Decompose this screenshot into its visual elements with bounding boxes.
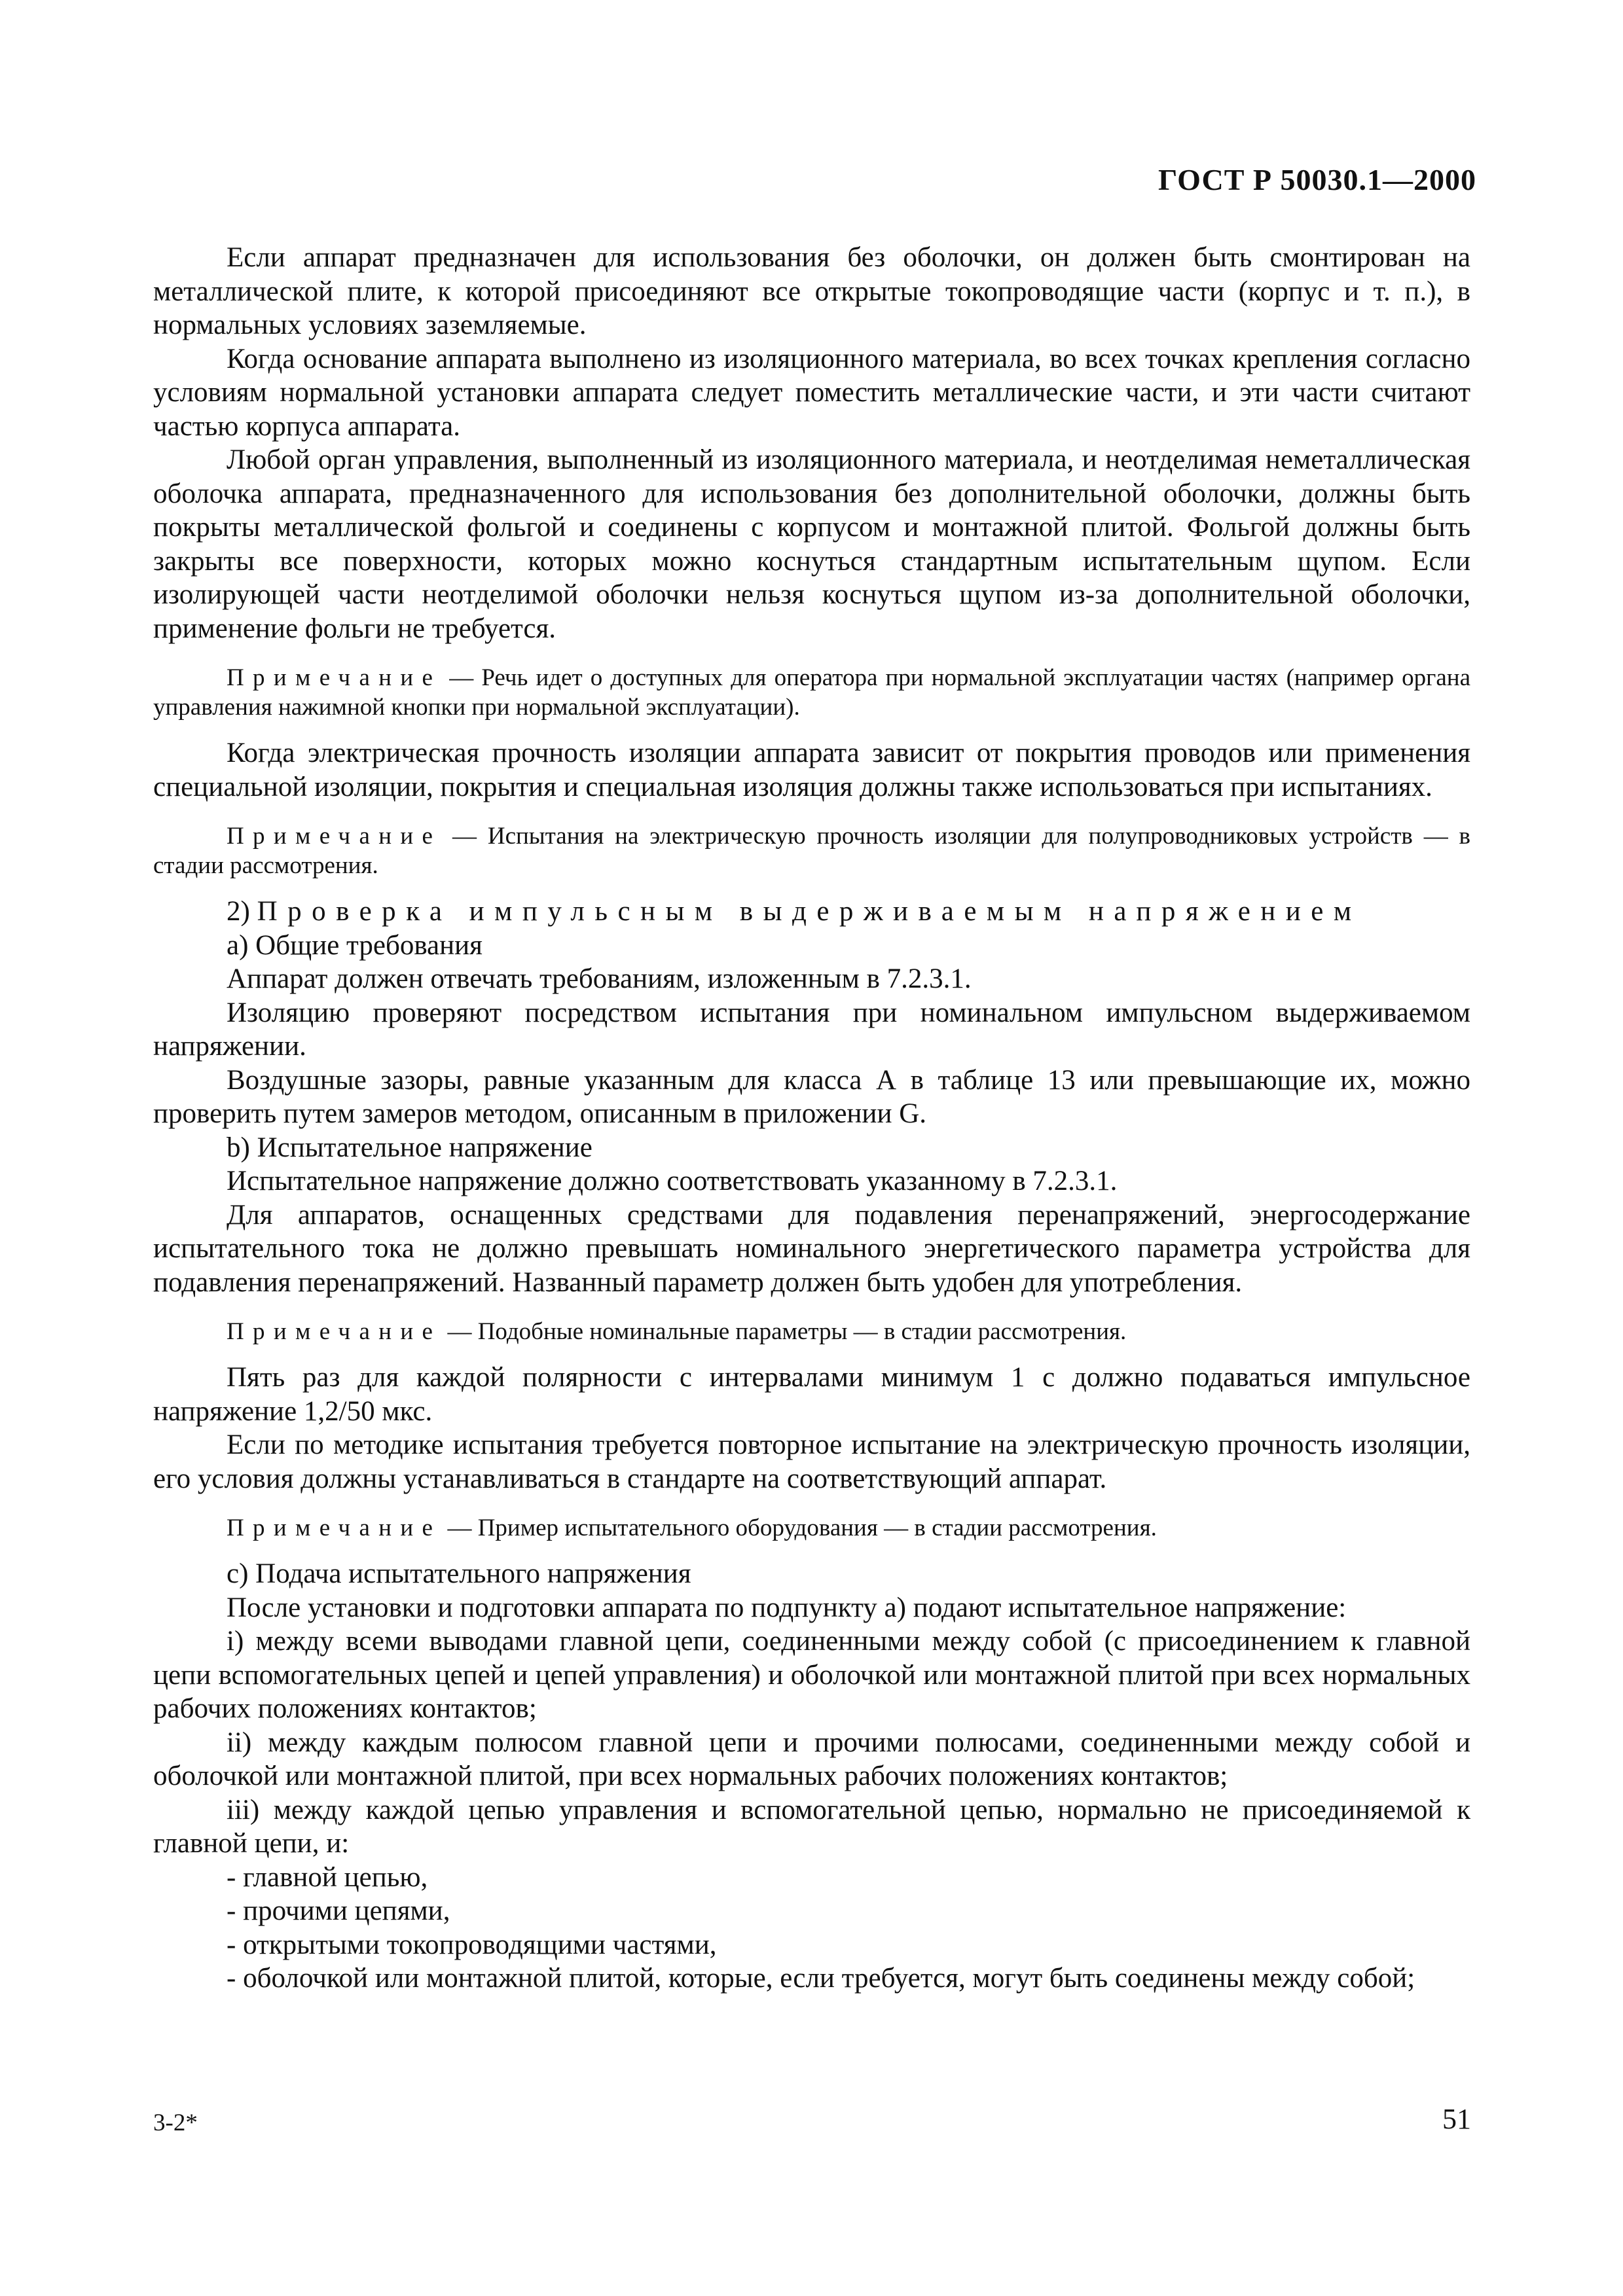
note-text: — Речь идет о доступных для оператора при нормальной эксплуатации частях (например органа управления нажимной кнопки при нормальной эксплуатации). xyxy=(153,664,1470,721)
paragraph: Любой орган управления, выполненный из изоляционного материала, и неотделимая неметаллическая оболочка аппарата, предназначенного для использования без дополнительной оболочки, должны быть покрыты металлической фольгой и соединены с корпусом и монтажной плитой. Фольгой должны быть закрыты все поверхности, которых можно коснуться стандартным испытательным щупом. Если изолирующей части неотделимой оболочки нельзя коснуться щупом из-за дополнительной оболочки, применение фольги не требуется. xyxy=(153,444,1470,644)
note-text: — Подобные номинальные параметры — в стадии рассмотрения. xyxy=(441,1318,1127,1345)
paragraph: Пять раз для каждой полярности с интервалами минимум 1 с должно подаваться импульсное напряжение 1,2/50 мкс. xyxy=(153,1362,1470,1427)
paragraph: Для аппаратов, оснащенных средствами для подавления перенапряжений, энергосодержание испытательного тока не должно превышать номинального энергетического параметра устройства для подавления перенапряжений. Названный параметр должен быть удобен для употребления. xyxy=(153,1199,1470,1298)
list-item: - прочими цепями, xyxy=(227,1895,450,1926)
test-heading-number: 2) xyxy=(227,896,250,927)
paragraph: Испытательное напряжение должно соответствовать указанному в 7.2.3.1. xyxy=(227,1166,1118,1196)
test-heading-text: Проверка импульсным выдерживаемым напряжением xyxy=(257,896,1362,927)
test-heading xyxy=(153,895,1470,929)
list-item: - главной цепью, xyxy=(227,1861,428,1893)
note-text: — Испытания на электрическую прочность изоляции для полупроводниковых устройств — в стадии рассмотрения. xyxy=(153,823,1470,879)
subheading: с) Подача испытательного напряжения xyxy=(227,1558,691,1589)
note xyxy=(153,1317,1470,1346)
paragraph: Когда основание аппарата выполнено из изоляционного материала, во всех точках крепления согласно условиям нормальной установки аппарата следует поместить металлические части, и эти части считают частью корпуса аппарата. xyxy=(153,343,1470,442)
note-label: Примечание xyxy=(227,1318,442,1345)
list-item: - открытыми токопроводящими частями, xyxy=(227,1929,717,1960)
sheet-mark: 3-2* xyxy=(153,2109,198,2136)
paragraph: iii) между каждой цепью управления и вспомогательной цепью, нормально не присоединяемой к главной цепи, и: xyxy=(153,1794,1470,1859)
note xyxy=(153,1513,1470,1543)
paragraph: Когда электрическая прочность изоляции аппарата зависит от покрытия проводов или применения специальной изоляции, покрытия и специальная изоляция должны также использоваться при испытаниях. xyxy=(153,738,1470,802)
paragraph: Аппарат должен отвечать требованиям, изложенным в 7.2.3.1. xyxy=(227,963,972,994)
list-item: - оболочкой или монтажной плитой, которые, если требуется, могут быть соединены между собой; xyxy=(227,1963,1415,1994)
note-label: Примечание xyxy=(227,1515,442,1541)
paragraph: Если аппарат предназначен для использования без оболочки, он должен быть смонтирован на металлической плите, к которой присоединяют все открытые токопроводящие части (корпус и т. п.), в нормальных условиях заземляемые. xyxy=(153,242,1470,340)
paragraph: Воздушные зазоры, равные указанным для класса А в таблице 13 или превышающие их, можно проверить путем замеров методом, описанным в приложении G. xyxy=(153,1064,1470,1129)
paragraph: Если по методике испытания требуется повторное испытание на электрическую прочность изоляции, его условия должны устанавливаться в стандарте на соответствующий аппарат. xyxy=(153,1429,1470,1494)
subheading: a) Общие требования xyxy=(227,929,483,961)
document-body xyxy=(153,241,1470,1996)
document-code-header: ГОСТ Р 50030.1—2000 xyxy=(1158,163,1476,196)
note xyxy=(153,663,1470,722)
subheading: b) Испытательное напряжение xyxy=(227,1132,593,1163)
paragraph: После установки и подготовки аппарата по подпункту а) подают испытательное напряжение: xyxy=(227,1592,1347,1623)
paragraph: ii) между каждым полюсом главной цепи и прочими полюсами, соединенными между собой и оболочкой или монтажной плитой, при всех нормальных рабочих положениях контактов; xyxy=(153,1727,1470,1791)
page-number: 51 xyxy=(1442,2103,1471,2135)
note xyxy=(153,821,1470,880)
note-label: Примечание xyxy=(227,823,442,850)
paragraph: i) между всеми выводами главной цепи, соединенными между собой (с присоединением к главной цепи вспомогательных цепей и цепей управления) и оболочкой или монтажной плитой при всех нормальных рабочих положениях контактов; xyxy=(153,1626,1470,1724)
note-label: Примечание xyxy=(227,664,442,691)
paragraph: Изоляцию проверяют посредством испытания при номинальном импульсном выдерживаемом напряжении. xyxy=(153,997,1470,1062)
note-text: — Пример испытательного оборудования — в стадии рассмотрения. xyxy=(441,1515,1157,1541)
